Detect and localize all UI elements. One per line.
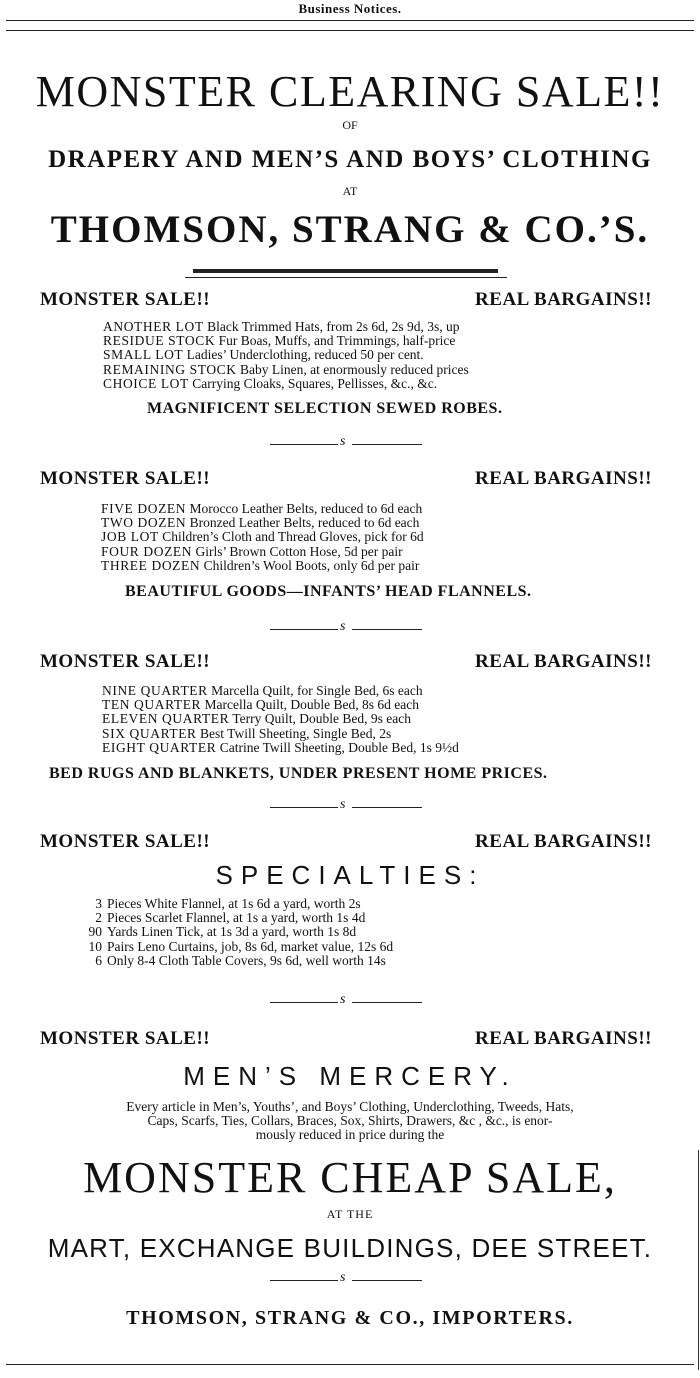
separator: s [270,438,422,450]
cheap-sale-title: MONSTER CHEAP SALE, [83,1153,617,1202]
mercery-paragraph [0,1100,700,1143]
mercery-monster-sale: MONSTER SALE!! [40,1028,211,1049]
title-thin-rule [185,277,507,278]
list-item: ELEVEN QUARTER Terry Quilt, Double Bed, 9s each [102,711,411,727]
list-item: NINE QUARTER Marcella Quilt, for Single Bed, 6s each [102,683,423,698]
block1-monster-sale: MONSTER SALE!! [40,289,211,310]
specialties-monster-sale: MONSTER SALE!! [40,831,211,852]
list-item: RESIDUE STOCK Fur Boas, Muffs, and Trimmings, half-price [103,333,456,349]
block2-list [101,502,424,573]
firm-name: THOMSON, STRANG & CO.’S. [50,208,650,251]
list-item: THREE DOZEN Children’s Wool Boots, only 6d per pair [101,557,420,573]
block1-real-bargains: REAL BARGAINS!! [475,289,652,310]
main-title: MONSTER CLEARING SALE!! [35,67,665,116]
paragraph-line: Every article in Men’s, Youths’, and Boys’ Clothing, Underclothing, Tweeds, Hats, [126,1099,574,1114]
specialties-list [84,897,393,968]
list-item: SMALL LOT Ladies’ Underclothing, reduced 50 per cent. [103,347,424,363]
at-the: AT THE [326,1207,374,1221]
column-edge-rule [698,1150,699,1370]
list-item: 90 Yards Linen Tick, at 1s 3d a yard, worth 1s 8d [88,924,357,940]
header-rule-top [6,20,694,21]
separator: s [270,623,422,635]
separator: s [270,801,422,813]
section-label: Business Notices. [298,1,402,16]
list-item: 10 Pairs Leno Curtains, job, 8s 6d, market value, 12s 6d [88,938,394,954]
list-item: ANOTHER LOT Black Trimmed Hats, from 2s 6d, 2s 9d, 3s, up [103,319,460,334]
block3-monster-sale: MONSTER SALE!! [40,651,211,672]
list-item: TWO DOZEN Bronzed Leather Belts, reduced to 6d each [101,515,420,531]
block3-real-bargains: REAL BARGAINS!! [475,651,652,672]
block1-list [103,320,469,391]
separator: s [270,1274,422,1286]
title-thick-rule [193,269,498,273]
list-item: CHOICE LOT Carrying Cloaks, Squares, Pellisses, &c., &c. [103,375,438,391]
list-item: FOUR DOZEN Girls’ Brown Cotton Hose, 5d per pair [101,543,403,559]
list-item: REMAINING STOCK Baby Linen, at enormously reduced prices [103,361,469,377]
list-item: 2 Pieces Scarlet Flannel, at 1s a yard, worth 1s 4d [95,910,366,926]
address: MART, EXCHANGE BUILDINGS, DEE STREET. [47,1233,653,1263]
title-of: OF [342,118,358,132]
block3-list [102,684,459,755]
list-item: EIGHT QUARTER Catrine Twill Sheeting, Double Bed, 1s 9½d [102,739,459,755]
list-item: 3 Pieces White Flannel, at 1s 6d a yard, worth 2s [95,896,361,911]
block3-footer: BED RUGS AND BLANKETS, UNDER PRESENT HOME PRICES. [49,765,548,782]
specialties-heading: SPECIALTIES: [215,860,485,890]
separator: s [270,996,422,1008]
footer-rule [6,1364,694,1365]
title-subject: DRAPERY AND MEN’S AND BOYS’ CLOTHING [48,146,652,173]
paragraph-line: mously reduced in price during the [255,1127,445,1143]
signature: THOMSON, STRANG & CO., IMPORTERS. [126,1307,574,1329]
header-rule-bottom [6,30,694,31]
paragraph-line: Caps, Scarfs, Ties, Collars, Braces, Sox, Shirts, Drawers, &c , &c., is enor- [147,1113,553,1129]
list-item: 6 Only 8-4 Cloth Table Covers, 9s 6d, well worth 14s [95,952,386,968]
list-item: JOB LOT Children’s Cloth and Thread Gloves, pick for 6d [101,529,424,545]
block1-footer: MAGNIFICENT SELECTION SEWED ROBES. [147,400,503,417]
block2-real-bargains: REAL BARGAINS!! [475,468,652,489]
specialties-real-bargains: REAL BARGAINS!! [475,831,652,852]
block2-footer: BEAUTIFUL GOODS—INFANTS’ HEAD FLANNELS. [125,583,532,600]
block2-monster-sale: MONSTER SALE!! [40,468,211,489]
list-item: TEN QUARTER Marcella Quilt, Double Bed, 8s 6d each [102,697,419,713]
list-item: FIVE DOZEN Morocco Leather Belts, reduced to 6d each [101,501,423,516]
title-at: AT [342,184,358,198]
mercery-real-bargains: REAL BARGAINS!! [475,1028,652,1049]
mercery-heading: MEN’S MERCERY. [183,1061,517,1091]
list-item: SIX QUARTER Best Twill Sheeting, Single Bed, 2s [102,725,392,741]
